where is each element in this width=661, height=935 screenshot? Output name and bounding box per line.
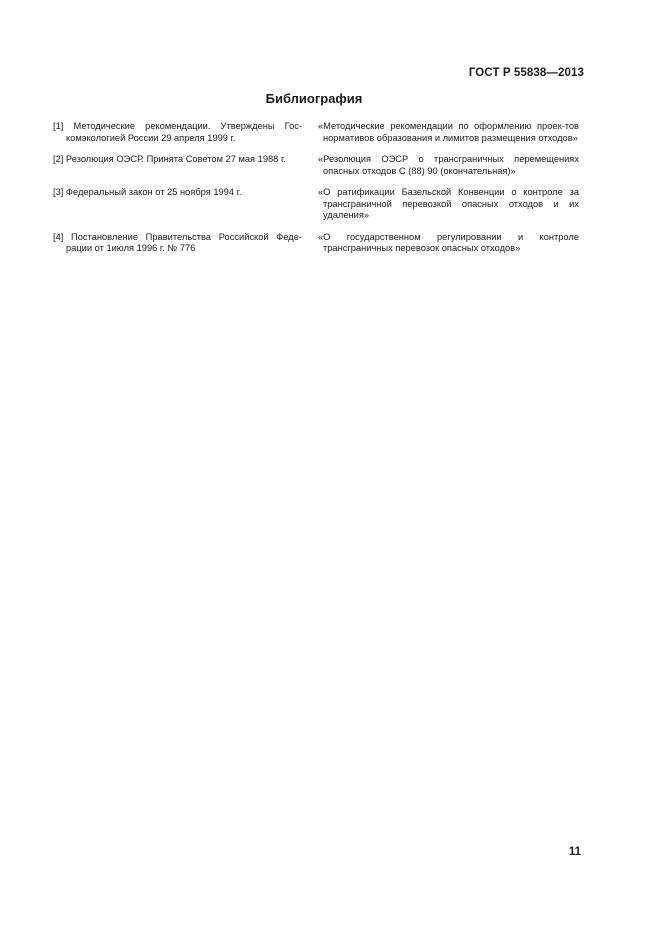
bibliography-entry-3 — [53, 187, 579, 222]
bibliography-entry-4 — [53, 232, 579, 255]
standard-code: ГОСТ Р 55838—2013 — [468, 67, 584, 79]
page-title: Библиография — [265, 91, 363, 106]
bibliography-entry-2 — [53, 154, 579, 177]
bibliography-title: «Резолюция ОЭСР о трансграничных перемещениях опасных отходов С (88) 90 (окончательная)» — [318, 154, 579, 176]
bibliography-source: [2] Резолюция ОЭСР. Принята Советом 27 мая 1988 г. — [53, 154, 286, 164]
bibliography-entry-1 — [53, 121, 579, 144]
bibliography-source: [1] Методические рекомендации. Утверждены Гос-комэкологией России 29 апреля 1999 г. — [53, 121, 302, 143]
bibliography-source: [4] Постановление Правительства Российской Феде-рации от 1июля 1996 г. № 776 — [53, 231, 302, 253]
bibliography-title: «О государственном регулировании и контроле трансграничных перевозок опасных отходов» — [318, 231, 579, 253]
bibliography-title: «О ратификации Базельской Конвенции о контроле за трансграничной перевозкой опасных отходов и их удаления» — [318, 187, 579, 220]
bibliography-source: [3] Федеральный закон от 25 ноября 1994 г. — [53, 187, 242, 197]
bibliography-list — [53, 121, 579, 265]
page-number: 11 — [568, 846, 581, 858]
bibliography-title: «Методические рекомендации по оформлению проек-тов нормативов образования и лимитов размещения отходов» — [318, 121, 579, 143]
